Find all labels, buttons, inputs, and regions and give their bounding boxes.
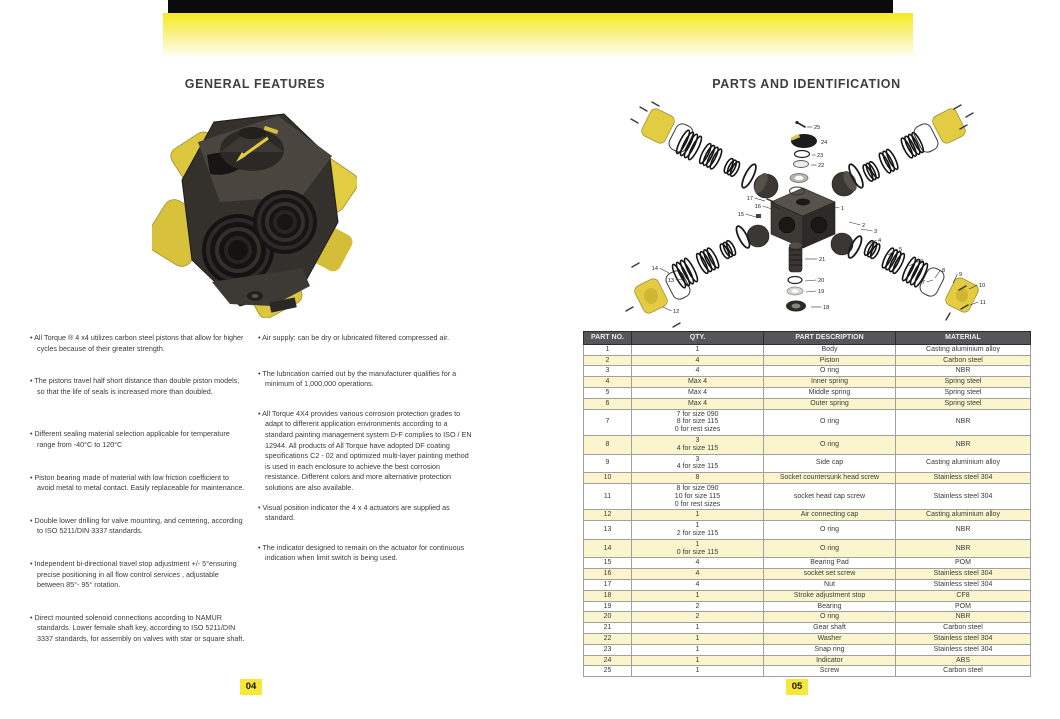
table-row: [584, 579, 1031, 590]
table-cell: 22: [584, 633, 632, 644]
diagram-callout-15: 15: [737, 212, 744, 218]
table-cell: 13: [584, 521, 632, 540]
table-cell: O ring: [764, 435, 896, 454]
table-cell: Stainless steel 304: [896, 473, 1031, 484]
gear-shaft-stack: [786, 243, 806, 312]
table-cell: 8: [584, 435, 632, 454]
table-cell: NBR: [896, 366, 1031, 377]
table-cell: 8: [632, 473, 764, 484]
table-cell: Max 4: [632, 387, 764, 398]
col-header-description: PART DESCRIPTION: [764, 332, 896, 345]
table-row: [584, 483, 1031, 509]
table-cell: 17: [584, 579, 632, 590]
table-cell: 24: [584, 655, 632, 666]
table-cell: Body: [764, 344, 896, 355]
table-row: [584, 454, 1031, 473]
diagram-callout-21: 21: [819, 257, 826, 263]
table-row: [584, 355, 1031, 366]
diagram-callout-2: 2: [862, 223, 866, 229]
table-cell: 12: [584, 510, 632, 521]
feature-item: • Air supply: can be dry or lubricated filtered compressed air.: [258, 333, 450, 342]
table-row: [584, 666, 1031, 677]
table-cell: O ring: [764, 409, 896, 435]
table-header-row: [584, 332, 1031, 345]
table-cell: Side cap: [764, 454, 896, 473]
exploded-parts-diagram: [585, 96, 1045, 334]
table-row: [584, 344, 1031, 355]
table-cell: 10: [584, 473, 632, 484]
table-cell: Inner spring: [764, 377, 896, 388]
diagram-callout-19: 19: [818, 289, 825, 295]
table-cell: 18: [584, 590, 632, 601]
feature-item: • Piston bearing made of material with low friction coefficient to avoid metal to metal contact. Easily replaceable for maintenance.: [30, 472, 245, 493]
top-yellow-gradient-bar: [163, 13, 913, 59]
table-cell: Bearing: [764, 601, 896, 612]
diagram-callout-24: 24: [821, 140, 828, 146]
col-header-qty: QTY.: [632, 332, 764, 345]
diagram-callout-9: 9: [959, 272, 963, 278]
table-cell: 1 2 for size 115: [632, 521, 764, 540]
table-row: [584, 558, 1031, 569]
table-cell: 1: [632, 344, 764, 355]
feature-item: • Different sealing material selection applicable for temperature range from -40°C to 120°C: [30, 429, 230, 449]
table-cell: NBR: [896, 612, 1031, 623]
table-cell: 4: [632, 579, 764, 590]
table-cell: 2: [632, 601, 764, 612]
table-cell: 15: [584, 558, 632, 569]
feature-item: • The indicator designed to remain on the actuator for continuous indication when limit switch is being used.: [258, 542, 465, 563]
table-cell: 1: [632, 655, 764, 666]
table-row: [584, 655, 1031, 666]
table-row: [584, 644, 1031, 655]
table-cell: Casting aluminium alloy: [896, 344, 1031, 355]
table-cell: 9: [584, 454, 632, 473]
table-cell: Bearing Pad: [764, 558, 896, 569]
top-black-bar: [168, 0, 893, 13]
table-cell: Carbon steel: [896, 623, 1031, 634]
diagram-parts: [626, 102, 980, 327]
table-cell: Stainless steel 304: [896, 579, 1031, 590]
table-cell: socket head cap screw: [764, 483, 896, 509]
table-cell: socket set screw: [764, 569, 896, 580]
table-cell: 14: [584, 539, 632, 558]
table-row: [584, 473, 1031, 484]
table-row: [584, 569, 1031, 580]
table-cell: 16: [584, 569, 632, 580]
parts-table: [583, 331, 1031, 677]
diagram-callout-23: 23: [817, 153, 824, 159]
table-cell: 8 for size 090 10 for size 115 0 for rest sizes: [632, 483, 764, 509]
table-cell: 6: [584, 398, 632, 409]
table-cell: Air connecting cap: [764, 510, 896, 521]
table-cell: Screw: [764, 666, 896, 677]
table-cell: O ring: [764, 612, 896, 623]
table-row: [584, 510, 1031, 521]
diagram-callout-12: 12: [673, 309, 680, 315]
table-row: [584, 623, 1031, 634]
diagram-callout-4: 4: [878, 238, 882, 244]
table-cell: 3 4 for size 115: [632, 454, 764, 473]
diagram-callout-22: 22: [818, 163, 825, 169]
diagram-callout-5: 5: [899, 247, 903, 253]
feature-item: • Independent bi-directional travel stop adjustment +/- 5°ensuring precise positioning in all flow control services , adjustable between 85°- 95° rotation.: [30, 558, 237, 590]
diagram-callout-1: 1: [841, 206, 845, 212]
diagram-callout-10: 10: [979, 283, 986, 289]
table-cell: Carbon steel: [896, 666, 1031, 677]
table-cell: NBR: [896, 435, 1031, 454]
table-cell: NBR: [896, 539, 1031, 558]
table-cell: Outer spring: [764, 398, 896, 409]
table-cell: 1: [632, 644, 764, 655]
feature-item: • Double lower drilling for valve mounting, and centering, according to ISO 5211/DIN 3337 standards.: [30, 515, 243, 536]
feature-item: • Direct mounted solenoid connections according to NAMUR standards. Lower female shaft key, according to ISO 5211/DIN 3337 standards, for assembly on valves with star or square shaft.: [30, 612, 245, 643]
table-cell: ABS: [896, 655, 1031, 666]
table-cell: 1: [632, 590, 764, 601]
table-cell: Stainless steel 304: [896, 644, 1031, 655]
table-cell: Casting aluminium alloy: [896, 454, 1031, 473]
table-cell: Casting aluminium alloy: [896, 510, 1031, 521]
actuator-product-image: [152, 100, 357, 318]
table-cell: Gear shaft: [764, 623, 896, 634]
feature-item: • All Torque ® 4 x4 utilizes carbon steel pistons that allow for higher cycles because of their greater strength.: [30, 333, 244, 353]
page-number-right: 05: [786, 679, 808, 695]
table-cell: Stainless steel 304: [896, 483, 1031, 509]
table-cell: Carbon steel: [896, 355, 1031, 366]
table-cell: 23: [584, 644, 632, 655]
table-cell: 1 0 for size 115: [632, 539, 764, 558]
table-cell: Nut: [764, 579, 896, 590]
table-cell: Spring steel: [896, 398, 1031, 409]
features-column-right: [258, 333, 474, 586]
table-row: [584, 387, 1031, 398]
col-header-part-no: PART NO.: [584, 332, 632, 345]
table-cell: 1: [632, 666, 764, 677]
table-row: [584, 539, 1031, 558]
table-cell: 1: [632, 510, 764, 521]
features-column-left: [30, 333, 246, 667]
table-cell: POM: [896, 558, 1031, 569]
table-cell: 5: [584, 387, 632, 398]
table-cell: O ring: [764, 366, 896, 377]
diagram-callout-3: 3: [874, 229, 878, 235]
table-cell: NBR: [896, 409, 1031, 435]
table-row: [584, 409, 1031, 435]
table-cell: POM: [896, 601, 1031, 612]
table-cell: 7: [584, 409, 632, 435]
table-cell: Spring steel: [896, 387, 1031, 398]
page-number-left: 04: [240, 679, 262, 695]
table-cell: NBR: [896, 521, 1031, 540]
feature-item: • All Torque 4X4 provides various corrosion protection grades to adapt to different application environments according to a standard painting management system D-F complies to ISO / EN 12944. All products of All Torque have adopted DF coating specifications C2 - 02 and optimized multi-layer painting method is used in each enclosure to achieve the best corrosion resistance. Different colors and more alternative protection solutions are also available.: [258, 408, 472, 492]
table-cell: CF8: [896, 590, 1031, 601]
table-cell: O ring: [764, 521, 896, 540]
table-row: [584, 633, 1031, 644]
table-cell: 25: [584, 666, 632, 677]
table-cell: 4: [632, 569, 764, 580]
table-cell: Washer: [764, 633, 896, 644]
table-cell: 2: [584, 355, 632, 366]
table-row: [584, 366, 1031, 377]
feature-item: • Visual position indicator the 4 x 4 actuators are supplied as standard.: [258, 502, 450, 523]
table-cell: Indicator: [764, 655, 896, 666]
table-row: [584, 601, 1031, 612]
table-cell: 4: [632, 366, 764, 377]
table-row: [584, 612, 1031, 623]
table-cell: Stainless steel 304: [896, 569, 1031, 580]
table-cell: Spring steel: [896, 377, 1031, 388]
diagram-callout-14: 14: [651, 266, 658, 272]
table-cell: 4: [584, 377, 632, 388]
table-cell: 7 for size 090 8 for size 115 0 for rest sizes: [632, 409, 764, 435]
diagram-callout-8: 8: [942, 268, 946, 274]
general-features-title: GENERAL FEATURES: [184, 77, 326, 91]
diagram-callout-13: 13: [667, 278, 674, 284]
table-cell: 3 4 for size 115: [632, 435, 764, 454]
col-header-material: MATERIAL: [896, 332, 1031, 345]
table-row: [584, 435, 1031, 454]
table-cell: Stroke adjustment stop: [764, 590, 896, 601]
feature-item: • The pistons travel half short distance than double piston models, so that the life of seals is increased more than doubled.: [30, 376, 240, 396]
table-cell: 1: [584, 344, 632, 355]
table-cell: 21: [584, 623, 632, 634]
table-cell: 1: [632, 633, 764, 644]
table-cell: 20: [584, 612, 632, 623]
table-cell: 11: [584, 483, 632, 509]
table-cell: Middle spring: [764, 387, 896, 398]
table-cell: Piston: [764, 355, 896, 366]
table-row: [584, 590, 1031, 601]
table-cell: 3: [584, 366, 632, 377]
table-row: [584, 521, 1031, 540]
diagram-callout-17: 17: [746, 196, 753, 202]
diagram-callout-18: 18: [823, 305, 830, 311]
diagram-callout-7: 7: [921, 280, 925, 286]
table-cell: Max 4: [632, 377, 764, 388]
table-cell: Stainless steel 304: [896, 633, 1031, 644]
feature-item: • The lubrication carried out by the manufacturer qualifies for a minimum of 1,000,000 operations.: [258, 368, 457, 389]
table-cell: O ring: [764, 539, 896, 558]
diagram-callout-25: 25: [814, 125, 821, 131]
table-row: [584, 398, 1031, 409]
table-cell: 4: [632, 558, 764, 569]
table-cell: 2: [632, 612, 764, 623]
diagram-callout-6: 6: [920, 259, 924, 265]
table-cell: Snap ring: [764, 644, 896, 655]
parts-identification-title: PARTS AND IDENTIFICATION: [712, 77, 901, 91]
body-part: [771, 188, 835, 248]
table-cell: Socket countersunk head screw: [764, 473, 896, 484]
table-cell: 1: [632, 623, 764, 634]
table-cell: Max 4: [632, 398, 764, 409]
diagram-callout-16: 16: [754, 204, 761, 210]
table-cell: 4: [632, 355, 764, 366]
table-cell: 19: [584, 601, 632, 612]
table-row: [584, 377, 1031, 388]
diagram-callout-20: 20: [818, 278, 825, 284]
diagram-callout-11: 11: [980, 300, 986, 306]
